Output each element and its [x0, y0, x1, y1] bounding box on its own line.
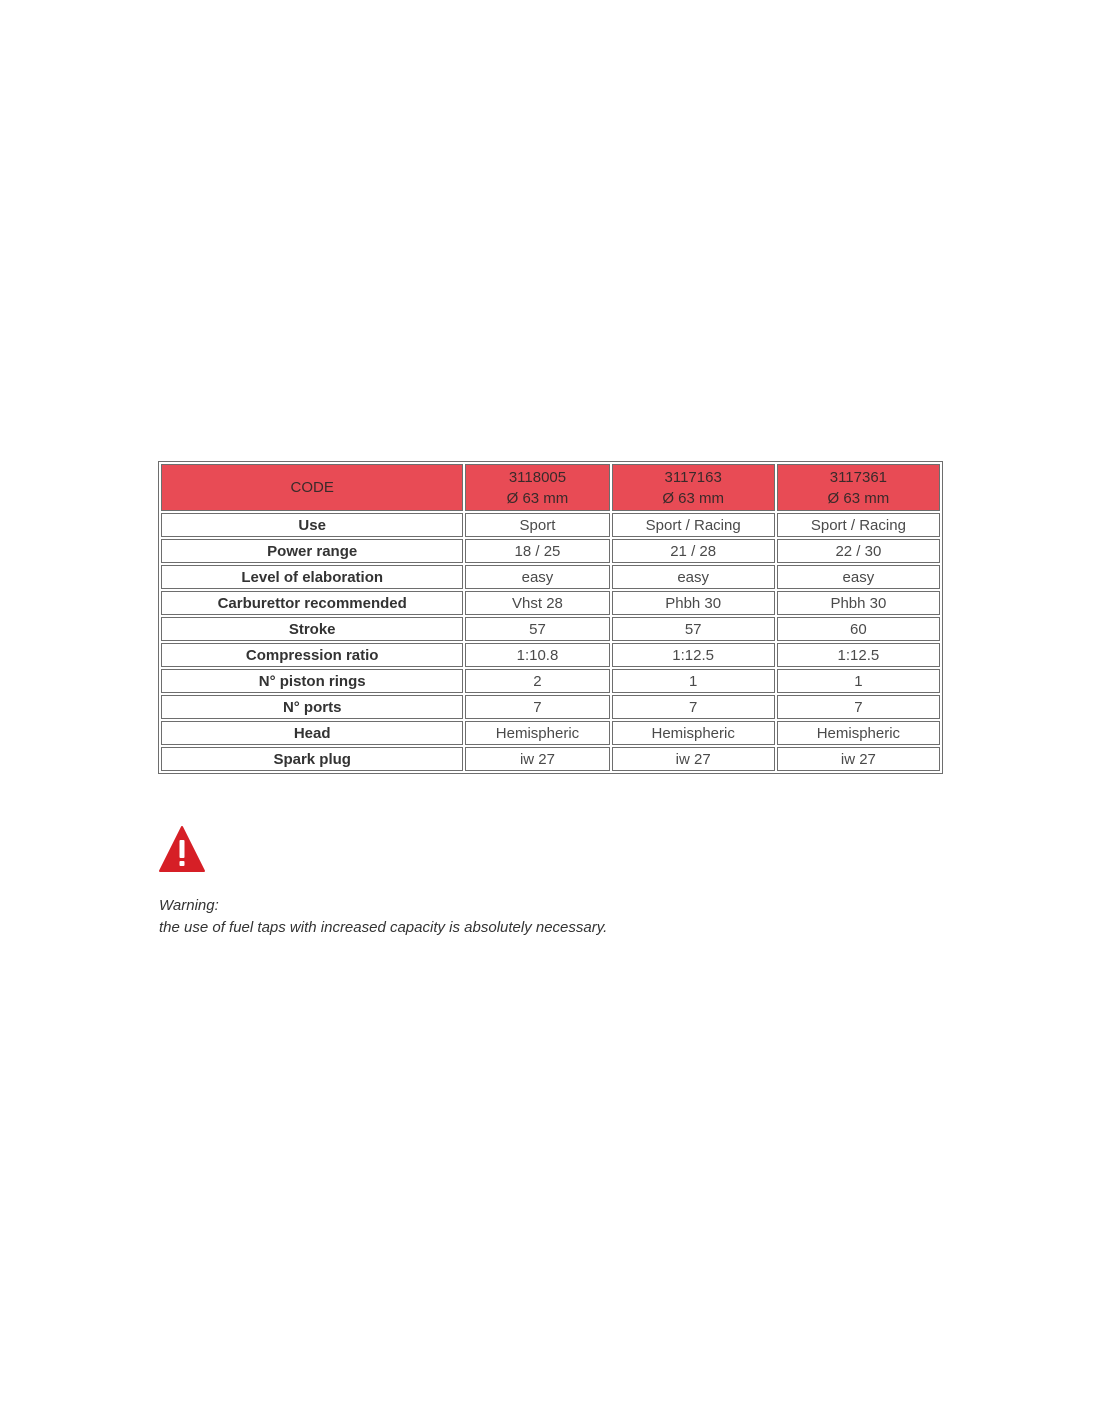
row-label: Use — [161, 513, 463, 537]
table-cell: 57 — [612, 617, 775, 641]
table-cell: 1:10.8 — [465, 643, 609, 667]
row-label: Power range — [161, 539, 463, 563]
table-cell: 1:12.5 — [612, 643, 775, 667]
column-code: 3118005 — [508, 468, 567, 486]
row-label: Spark plug — [161, 747, 463, 771]
spec-table — [158, 461, 943, 774]
table-cell: 7 — [465, 695, 609, 719]
table-cell: easy — [777, 565, 940, 589]
table-row — [161, 669, 940, 693]
table-cell: Phbh 30 — [777, 591, 940, 615]
warning-title: Warning: — [159, 897, 219, 914]
table-row — [161, 565, 940, 589]
row-label: Stroke — [161, 617, 463, 641]
warning-message — [159, 895, 607, 939]
table-row — [161, 513, 940, 537]
table-cell: Hemispheric — [465, 721, 609, 745]
column-header-cell — [612, 464, 775, 511]
table-cell: Hemispheric — [612, 721, 775, 745]
table-cell: 57 — [465, 617, 609, 641]
table-cell: 1 — [777, 669, 940, 693]
table-row — [161, 539, 940, 563]
table-cell: Sport / Racing — [777, 513, 940, 537]
table-row — [161, 643, 940, 667]
column-header-cell — [465, 464, 609, 511]
table-cell: easy — [465, 565, 609, 589]
row-label: Level of elaboration — [161, 565, 463, 589]
code-header-cell: CODE — [161, 464, 463, 511]
warning-body: the use of fuel taps with increased capacity is absolutely necessary. — [159, 919, 608, 936]
table-header-row — [161, 464, 940, 511]
warning-triangle-icon — [158, 825, 206, 873]
row-label: Carburettor recommended — [161, 591, 463, 615]
column-code: 3117361 — [829, 468, 888, 486]
column-header-cell — [777, 464, 940, 511]
table-row — [161, 747, 940, 771]
table-cell: 21 / 28 — [612, 539, 775, 563]
table-cell: 2 — [465, 669, 609, 693]
table-cell: 7 — [612, 695, 775, 719]
table-cell: Sport — [465, 513, 609, 537]
table-cell: easy — [612, 565, 775, 589]
column-bore: Ø 63 mm — [506, 489, 569, 507]
column-bore: Ø 63 mm — [662, 489, 724, 507]
table-cell: iw 27 — [612, 747, 775, 771]
table-row — [161, 617, 940, 641]
column-bore: Ø 63 mm — [827, 489, 890, 507]
table-cell: 1 — [612, 669, 775, 693]
column-code: 3117163 — [664, 468, 722, 486]
row-label: N° ports — [161, 695, 463, 719]
table-cell: 22 / 30 — [777, 539, 940, 563]
table-cell: iw 27 — [777, 747, 940, 771]
row-label: N° piston rings — [161, 669, 463, 693]
table-row — [161, 695, 940, 719]
table-cell: 18 / 25 — [465, 539, 609, 563]
table-cell: iw 27 — [465, 747, 609, 771]
table-cell: Hemispheric — [777, 721, 940, 745]
row-label: Head — [161, 721, 463, 745]
table-row — [161, 721, 940, 745]
table-cell: Sport / Racing — [612, 513, 775, 537]
table-cell: 60 — [777, 617, 940, 641]
table-cell: Vhst 28 — [465, 591, 609, 615]
table-cell: 7 — [777, 695, 940, 719]
table-cell: 1:12.5 — [777, 643, 940, 667]
table-cell: Phbh 30 — [612, 591, 775, 615]
row-label: Compression ratio — [161, 643, 463, 667]
table-row — [161, 591, 940, 615]
